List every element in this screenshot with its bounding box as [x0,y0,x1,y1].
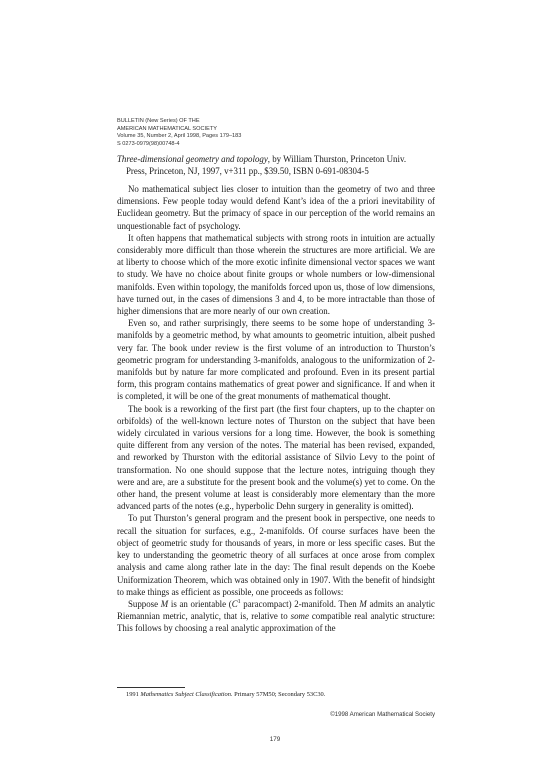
footnote [126,691,436,699]
p6-text-d: admits an analytic Riemannian metric, analytic, that is, relative to [117,598,435,622]
footnote-classification: Primary 57M50; Secondary 53C30. [232,691,326,698]
paragraph-3: Even so, and rather surprisingly, there seems to be some hope of understanding 3-manifolds by a geometric method, by what amounts to geometric intuition, albeit pushed very far. The book under review is the first volume of an introduction to Thurston’s geometric program for understanding 3-manifolds, analogous to the uniformization of 2-manifolds but by nature far more complicated and profound. Even in its present partial form, this program contains mathematics of great power and significance. If and when it is completed, it will be one of the great monuments of mathematical thought. [117,318,435,402]
footnote-year: 1991 [126,691,141,698]
review-citation [117,153,435,177]
header-identifier: S 0273-0979(98)00748-4 [117,140,180,147]
journal-header [117,118,437,148]
p6-text-c: paracompact) 2-manifold. Then [240,598,360,609]
paragraph-1: No mathematical subject lies closer to intuition than the geometry of two and three dimensions. Few people today would defend Kant’s idea of the a priori inevitability of Euclidean geometry. But the primacy of space in our perception of the world remains an unquestionable fact of psychology. [117,184,435,231]
review-body [117,183,435,635]
paragraph-6 [117,598,435,635]
header-volume: Volume 35, Number 2, April 1998, Pages 179–183 [117,133,242,139]
book-byline: , by William Thurston, Princeton Univ. [267,154,407,164]
paragraph-5: To put Thurston’s general program and the present book in perspective, one needs to recall the situation for surfaces, e.g., 2-manifolds. Of course surfaces have been the object of geometric study for thousands of years, in more or less specific cases. But the key to understanding the geometric theory of all surfaces at once arose from complex analysis and came along rather late in the day: The final result depends on the Koebe Uniformization Theorem, which was obtained only in 1907. With the benefit of hindsight to make things as efficient as possible, one proceeds as follows: [117,513,435,597]
page-number: 179 [269,736,281,743]
p6-superscript: 1 [237,598,241,605]
paragraph-2: It often happens that mathematical subjects with strong roots in intuition are actually considerably more difficult than those wherein the structures are more artificial. We are at liberty to choose which of the more exotic infinite dimensional vector spaces we want to study. We have no choice about finite groups or whole numbers or low-dimensional manifolds. Even within topology, the manifolds forced upon us, those of low dimensions, have turned out, in the cases of dimensions 3 and 4, to be more intractable than those of higher dimensions that are more nearly of our own creation. [117,232,435,317]
book-publisher: Press, Princeton, NJ, 1997, v+311 pp., $39.50, ISBN 0-691-08304-5 [126,166,369,177]
p6-math-m2: M [359,598,367,609]
p6-text-b: is an orientable ( [168,598,232,609]
p6-emph-some: some [290,611,309,622]
paragraph-4: The book is a reworking of the first part (the first four chapters, up to the chapter on orbifolds) of the well-known lecture notes of Thurston on the subject that have been widely circulated in various versions for a long time. However, the book is something quite different from any version of the notes. The material has been revised, expanded, and reworked by Thurston with the editorial assistance of Silvio Levy to the point of transformation. No one should suppose that the lecture notes, intriguing though they were and are, are a substitute for the present book and the volume(s) yet to come. On the other hand, the present volume at least is considerably more elementary than the more advanced parts of the notes (e.g., hyperbolic Dehn surgery in generality is omitted). [117,403,435,512]
copyright-notice: ©1998 American Mathematical Society [330,711,435,718]
book-title: Three-dimensional geometry and topology [117,154,268,164]
footnote-label: Mathematics Subject Classification. [140,691,233,698]
p6-math-m: M [160,598,169,609]
footnote-rule [117,687,185,688]
p6-text-a: Suppose [128,598,161,609]
header-series: BULLETIN (New Series) OF THE [117,118,200,124]
header-society: AMERICAN MATHEMATICAL SOCIETY [117,125,217,132]
p6-math-c: C [231,598,238,609]
p6-text-e: compatible real analytic structure: This follows by choosing a real analytic approximation of the [117,611,435,634]
